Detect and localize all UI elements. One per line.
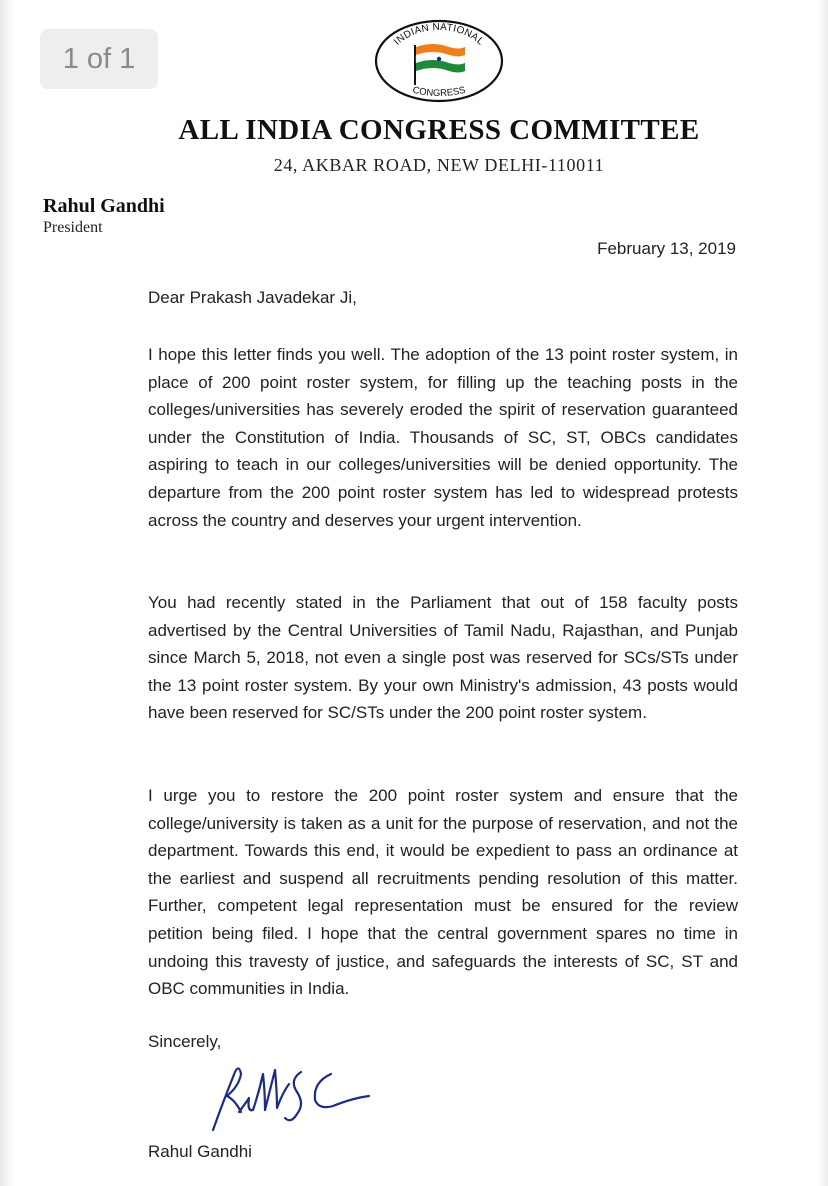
signatory-name: Rahul Gandhi: [148, 1142, 252, 1161]
body-paragraph-3: I urge you to restore the 200 point roster system and ensure that the college/university is taken as a unit for the purpose of reservation, and not the department. Towards this end, it would be expedient to pass an ordinance at the earliest and suspend all recruitments pending resolution of this matter. Further, competent legal representation must be ensured for the review petition being filed. I hope that the central government spares no time in undoing this travesty of justice, and safeguards the interests of SC, ST and OBC communities in India.: [148, 786, 738, 999]
closing: Sincerely,: [148, 1032, 222, 1051]
logo-text-top: INDIAN NATIONAL: [391, 21, 486, 48]
organization-address: 24, AKBAR ROAD, NEW DELHI-110011: [273, 155, 605, 175]
organization-name: ALL INDIA CONGRESS COMMITTEE: [178, 114, 700, 146]
page-edge-left: [0, 0, 14, 1186]
sender-title: President: [43, 219, 103, 236]
body-paragraph-1: I hope this letter finds you well. The adoption of the 13 point roster system, in place of 200 point roster system, for filling up the teaching posts in the colleges/universities has severely eroded the spirit of reservation guaranteed under the Constitution of India. Thousands of SC, ST, OBCs candidates aspiring to teach in our colleges/universities will be denied opportunity. The departure from the 200 point roster system has led to widespread protests across the country and deserves your urgent intervention.: [148, 345, 738, 530]
letter-date: February 13, 2019: [597, 239, 736, 258]
salutation: Dear Prakash Javadekar Ji,: [148, 288, 357, 307]
body-paragraph-2: You had recently stated in the Parliament that out of 158 faculty posts advertised by the Central Universities of Tamil Nadu, Rajasthan, and Punjab since March 5, 2018, not even a single post was reserved for SCs/STs under the 13 point roster system. By your own Ministry's admission, 43 posts would have been reserved for SC/STs under the 200 point roster system.: [148, 593, 738, 723]
sender-name: Rahul Gandhi: [43, 195, 165, 217]
logo-text-bottom: CONGRESS: [411, 84, 467, 100]
signature-icon: [205, 1052, 375, 1137]
congress-logo-icon: [373, 19, 505, 103]
page-edge-right: [818, 0, 828, 1186]
page-counter-badge: 1 of 1: [40, 29, 158, 89]
